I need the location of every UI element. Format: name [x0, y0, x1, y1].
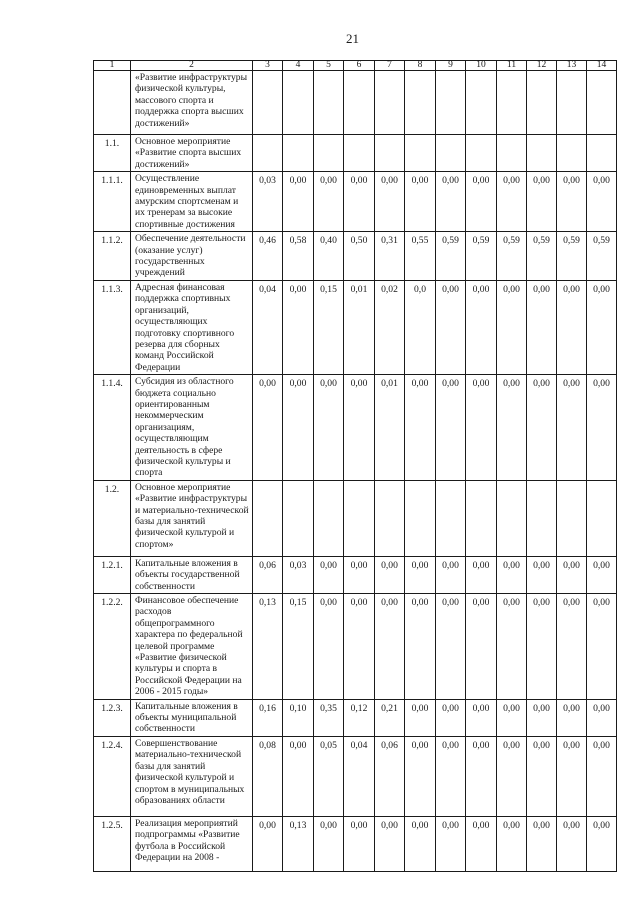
- value-cell: 0,00: [375, 172, 405, 232]
- value-cell: 0,00: [557, 375, 587, 481]
- value-cell: 0,00: [436, 699, 466, 736]
- value-cell: [314, 71, 344, 135]
- value-cell: 0,00: [466, 172, 497, 232]
- row-description: Капитальные вложения в объекты муниципальной собственности: [131, 699, 253, 736]
- row-code: 1.2.2.: [94, 594, 131, 700]
- value-cell: [436, 480, 466, 556]
- column-header: 11: [497, 61, 527, 71]
- value-cell: 0,00: [466, 736, 497, 816]
- value-cell: 0,06: [375, 736, 405, 816]
- value-cell: 0,04: [344, 736, 375, 816]
- value-cell: 0,00: [497, 556, 527, 593]
- row-code: 1.2.1.: [94, 556, 131, 593]
- row-code: 1.1.2.: [94, 232, 131, 281]
- value-cell: 0,00: [436, 280, 466, 374]
- value-cell: 0,59: [466, 232, 497, 281]
- value-cell: [587, 71, 617, 135]
- column-header: 7: [375, 61, 405, 71]
- value-cell: 0,00: [557, 816, 587, 871]
- value-cell: 0,00: [466, 699, 497, 736]
- value-cell: 0,00: [557, 594, 587, 700]
- value-cell: [375, 71, 405, 135]
- table-row: [94, 480, 617, 556]
- value-cell: 0,00: [405, 736, 436, 816]
- table-row: [94, 699, 617, 736]
- row-description: Капитальные вложения в объекты государственной собственности: [131, 556, 253, 593]
- value-cell: [466, 71, 497, 135]
- value-cell: 0,00: [375, 816, 405, 871]
- row-code: 1.1.4.: [94, 375, 131, 481]
- value-cell: 0,00: [497, 699, 527, 736]
- value-cell: [344, 71, 375, 135]
- value-cell: 0,46: [253, 232, 283, 281]
- value-cell: 0,06: [253, 556, 283, 593]
- value-cell: [375, 480, 405, 556]
- value-cell: 0,00: [405, 699, 436, 736]
- value-cell: 0,00: [587, 736, 617, 816]
- value-cell: 0,55: [405, 232, 436, 281]
- value-cell: 0,00: [527, 375, 557, 481]
- value-cell: 0,05: [314, 736, 344, 816]
- value-cell: [587, 480, 617, 556]
- value-cell: [436, 71, 466, 135]
- value-cell: 0,31: [375, 232, 405, 281]
- page-number: 21: [346, 31, 359, 46]
- value-cell: 0,00: [557, 556, 587, 593]
- value-cell: 0,00: [405, 816, 436, 871]
- program-table: [93, 60, 617, 872]
- table-row: [94, 232, 617, 281]
- value-cell: 0,00: [587, 816, 617, 871]
- value-cell: 0,08: [253, 736, 283, 816]
- value-cell: [405, 480, 436, 556]
- value-cell: 0,16: [253, 699, 283, 736]
- value-cell: 0,00: [527, 816, 557, 871]
- table-row: [94, 556, 617, 593]
- table-row: [94, 736, 617, 816]
- value-cell: 0,00: [436, 594, 466, 700]
- value-cell: 0,00: [344, 594, 375, 700]
- value-cell: 0,00: [436, 172, 466, 232]
- value-cell: 0,01: [375, 375, 405, 481]
- row-description: Обеспечение деятельности (оказание услуг) государственных учреждений: [131, 232, 253, 281]
- value-cell: [466, 480, 497, 556]
- value-cell: 0,00: [557, 172, 587, 232]
- column-header: 6: [344, 61, 375, 71]
- column-header: 5: [314, 61, 344, 71]
- value-cell: 0,00: [587, 594, 617, 700]
- value-cell: [436, 135, 466, 172]
- value-cell: [344, 135, 375, 172]
- row-code: 1.1.1.: [94, 172, 131, 232]
- value-cell: 0,00: [587, 280, 617, 374]
- value-cell: [314, 135, 344, 172]
- row-code: 1.2.: [94, 480, 131, 556]
- value-cell: 0,00: [283, 736, 314, 816]
- row-code: 1.1.3.: [94, 280, 131, 374]
- row-description: «Развитие инфраструктуры физической культуры, массового спорта и поддержка спорта высших достижений»: [131, 71, 253, 135]
- value-cell: [405, 135, 436, 172]
- value-cell: 0,00: [527, 594, 557, 700]
- value-cell: 0,59: [527, 232, 557, 281]
- row-description: Основное мероприятие «Развитие спорта высших достижений»: [131, 135, 253, 172]
- value-cell: 0,00: [466, 594, 497, 700]
- column-header: 10: [466, 61, 497, 71]
- value-cell: [253, 135, 283, 172]
- value-cell: [314, 480, 344, 556]
- row-description: Субсидия из областного бюджета социально ориентированным некоммерческим организациям, осуществляющим деятельность в сфере физической культуры и спорта: [131, 375, 253, 481]
- table-row: [94, 280, 617, 374]
- value-cell: [253, 71, 283, 135]
- value-cell: [557, 135, 587, 172]
- column-header: 3: [253, 61, 283, 71]
- value-cell: 0,00: [283, 280, 314, 374]
- value-cell: 0,40: [314, 232, 344, 281]
- value-cell: 0,00: [497, 375, 527, 481]
- value-cell: 0,50: [344, 232, 375, 281]
- value-cell: 0,00: [557, 736, 587, 816]
- value-cell: 0,00: [405, 172, 436, 232]
- value-cell: 0,00: [497, 172, 527, 232]
- value-cell: 0,00: [253, 816, 283, 871]
- value-cell: 0,00: [587, 375, 617, 481]
- row-description: Осуществление единовременных выплат амурским спортсменам и их тренерам за высокие спортивные достижения: [131, 172, 253, 232]
- value-cell: 0,00: [375, 594, 405, 700]
- value-cell: [527, 135, 557, 172]
- value-cell: 0,00: [344, 375, 375, 481]
- column-header: 1: [94, 61, 131, 71]
- table-body: [94, 71, 617, 872]
- value-cell: [283, 135, 314, 172]
- value-cell: 0,00: [314, 172, 344, 232]
- value-cell: 0,59: [587, 232, 617, 281]
- value-cell: 0,00: [314, 556, 344, 593]
- value-cell: [497, 480, 527, 556]
- value-cell: 0,04: [253, 280, 283, 374]
- value-cell: 0,00: [587, 172, 617, 232]
- value-cell: 0,00: [587, 556, 617, 593]
- value-cell: 0,00: [436, 816, 466, 871]
- value-cell: 0,00: [527, 172, 557, 232]
- row-code: 1.1.: [94, 135, 131, 172]
- value-cell: [466, 135, 497, 172]
- value-cell: [587, 135, 617, 172]
- value-cell: 0,00: [466, 816, 497, 871]
- value-cell: 0,03: [283, 556, 314, 593]
- row-description: Основное мероприятие «Развитие инфраструктуры и материально-технической базы для занятий физической культурой и спортом»: [131, 480, 253, 556]
- value-cell: 0,00: [527, 736, 557, 816]
- value-cell: 0,21: [375, 699, 405, 736]
- value-cell: [557, 71, 587, 135]
- row-code: 1.2.3.: [94, 699, 131, 736]
- value-cell: 0,00: [466, 375, 497, 481]
- column-header: 8: [405, 61, 436, 71]
- value-cell: 0,00: [497, 280, 527, 374]
- value-cell: 0,00: [344, 816, 375, 871]
- column-header: 12: [527, 61, 557, 71]
- value-cell: 0,00: [436, 556, 466, 593]
- value-cell: 0,00: [314, 816, 344, 871]
- value-cell: 0,13: [283, 816, 314, 871]
- value-cell: 0,15: [283, 594, 314, 700]
- value-cell: [283, 480, 314, 556]
- row-description: Реализация мероприятий подпрограммы «Развитие футбола в Российской Федерации на 2008 -: [131, 816, 253, 871]
- row-description: Адресная финансовая поддержка спортивных организаций, осуществляющих подготовку спортивного резерва для сборных команд Российской Федерации: [131, 280, 253, 374]
- column-header: 2: [131, 61, 253, 71]
- value-cell: 0,00: [466, 556, 497, 593]
- value-cell: 0,02: [375, 280, 405, 374]
- value-cell: [497, 135, 527, 172]
- header-row: [94, 61, 617, 71]
- value-cell: 0,00: [587, 699, 617, 736]
- value-cell: 0,00: [527, 556, 557, 593]
- table-row: [94, 172, 617, 232]
- value-cell: 0,00: [527, 699, 557, 736]
- value-cell: [497, 71, 527, 135]
- value-cell: 0,00: [436, 375, 466, 481]
- value-cell: 0,01: [344, 280, 375, 374]
- value-cell: 0,12: [344, 699, 375, 736]
- value-cell: 0,59: [497, 232, 527, 281]
- value-cell: 0,00: [344, 172, 375, 232]
- column-header: 14: [587, 61, 617, 71]
- value-cell: 0,15: [314, 280, 344, 374]
- value-cell: 0,10: [283, 699, 314, 736]
- row-description: Совершенствование материально-технической базы для занятий физической культурой и спортом в муниципальных образованиях области: [131, 736, 253, 816]
- value-cell: 0,00: [557, 280, 587, 374]
- value-cell: 0,00: [497, 594, 527, 700]
- value-cell: 0,35: [314, 699, 344, 736]
- value-cell: 0,00: [283, 375, 314, 481]
- value-cell: 0,00: [405, 556, 436, 593]
- value-cell: [283, 71, 314, 135]
- value-cell: 0,00: [436, 736, 466, 816]
- value-cell: 0,00: [466, 280, 497, 374]
- table-row: [94, 71, 617, 135]
- row-description: Финансовое обеспечение расходов общепрограммного характера по федеральной целевой программе «Развитие физической культуры и спорта в Российской Федерации на 2006 - 2015 годы»: [131, 594, 253, 700]
- value-cell: 0,00: [557, 699, 587, 736]
- value-cell: 0,00: [497, 736, 527, 816]
- value-cell: 0,59: [436, 232, 466, 281]
- value-cell: 0,00: [314, 594, 344, 700]
- table-row: [94, 135, 617, 172]
- value-cell: 0,59: [557, 232, 587, 281]
- value-cell: 0,58: [283, 232, 314, 281]
- column-header: 9: [436, 61, 466, 71]
- value-cell: [344, 480, 375, 556]
- value-cell: 0,00: [253, 375, 283, 481]
- table-row: [94, 816, 617, 871]
- value-cell: 0,00: [375, 556, 405, 593]
- value-cell: 0,00: [283, 172, 314, 232]
- column-header: 4: [283, 61, 314, 71]
- row-code: 1.2.5.: [94, 816, 131, 871]
- value-cell: 0,0: [405, 280, 436, 374]
- row-code: [94, 71, 131, 135]
- value-cell: 0,13: [253, 594, 283, 700]
- value-cell: 0,00: [314, 375, 344, 481]
- value-cell: 0,00: [497, 816, 527, 871]
- value-cell: [405, 71, 436, 135]
- value-cell: [527, 480, 557, 556]
- value-cell: 0,00: [527, 280, 557, 374]
- value-cell: 0,00: [344, 556, 375, 593]
- row-code: 1.2.4.: [94, 736, 131, 816]
- table-row: [94, 375, 617, 481]
- table-row: [94, 594, 617, 700]
- value-cell: [557, 480, 587, 556]
- value-cell: 0,03: [253, 172, 283, 232]
- value-cell: 0,00: [405, 594, 436, 700]
- value-cell: [527, 71, 557, 135]
- value-cell: [253, 480, 283, 556]
- column-header: 13: [557, 61, 587, 71]
- value-cell: [375, 135, 405, 172]
- value-cell: 0,00: [405, 375, 436, 481]
